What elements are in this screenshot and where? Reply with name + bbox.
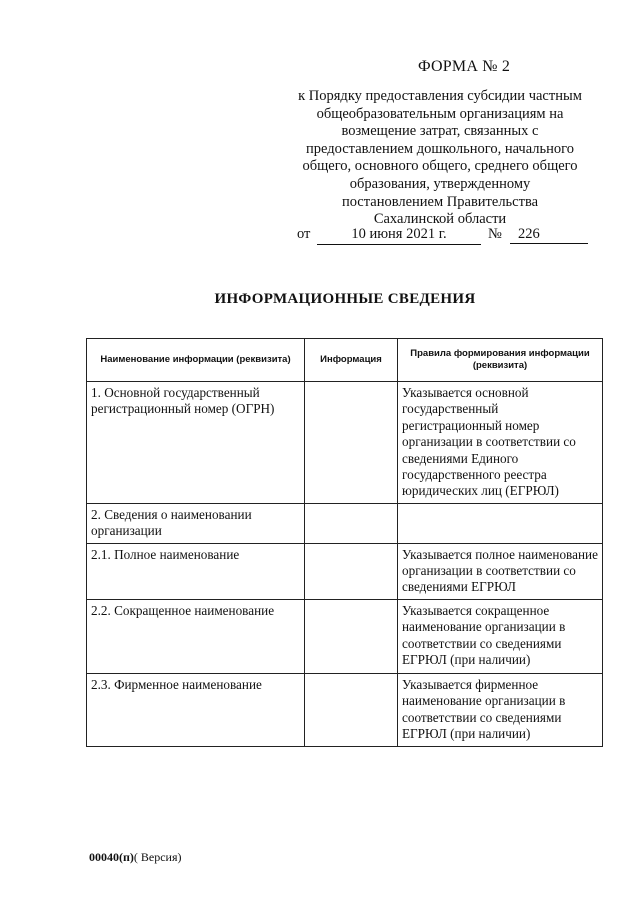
column-header-info: Информация (305, 339, 398, 382)
header-line: к Порядку предоставления субсидии частным (298, 88, 582, 104)
number-sign: № (488, 226, 502, 242)
form-title: ФОРМА № 2 (418, 58, 511, 75)
footer-code: 00040(п) (89, 850, 134, 864)
header-line: общеобразовательным организациям на (316, 105, 564, 122)
header-line: общего, основного общего, среднего общего (302, 158, 578, 175)
row-name: 2.1. Полное наименование (87, 543, 305, 599)
number-value: 226 (510, 226, 588, 244)
table-row (87, 673, 603, 746)
table-row (87, 503, 603, 543)
header-line: предоставлением дошкольного, начального (306, 140, 574, 157)
form-header-text (284, 88, 596, 229)
row-name: 2. Сведения о наименовании организации (87, 503, 305, 543)
header-line: образования, утвержденному (349, 175, 531, 192)
table-row (87, 382, 603, 504)
info-table (86, 338, 603, 747)
date-number-line (297, 226, 589, 246)
row-info (305, 543, 398, 599)
header-line: возмещение затрат, связанных с (341, 123, 539, 140)
row-rule (398, 503, 603, 543)
table-row (87, 599, 603, 673)
row-name: 2.2. Сокращенное наименование (87, 599, 305, 673)
row-info (305, 599, 398, 673)
row-info (305, 503, 398, 543)
row-name: 2.3. Фирменное наименование (87, 673, 305, 746)
header-line: постановлением Правительства (341, 193, 539, 210)
date-prefix: от (297, 226, 311, 242)
column-header-name: Наименование информации (реквизита) (87, 339, 305, 382)
footer-version: ( Версия) (133, 850, 182, 864)
row-rule: Указывается сокращенное наименование организации в соответствии со сведениями ЕГРЮЛ (при наличии) (398, 599, 603, 673)
table-header-row (87, 339, 603, 382)
section-title: ИНФОРМАЦИОННЫЕ СВЕДЕНИЯ (214, 291, 476, 307)
date-value: 10 июня 2021 г. (317, 226, 481, 245)
header-line: Сахалинской области (373, 211, 507, 228)
table-row (87, 543, 603, 599)
row-rule: Указывается полное наименование организации в соответствии со сведениями ЕГРЮЛ (398, 543, 603, 599)
row-info (305, 382, 398, 504)
row-name: 1. Основной государственный регистрационный номер (ОГРН) (87, 382, 305, 504)
row-info (305, 673, 398, 746)
document-footer (89, 850, 182, 865)
column-header-rules: Правила формирования информации (реквизита) (398, 339, 603, 382)
row-rule: Указывается основной государственный регистрационный номер организации в соответствии со сведениями Единого государственного реестра юридических лиц (ЕГРЮЛ) (398, 382, 603, 504)
row-rule: Указывается фирменное наименование организации в соответствии со сведениями ЕГРЮЛ (при наличии) (398, 673, 603, 746)
